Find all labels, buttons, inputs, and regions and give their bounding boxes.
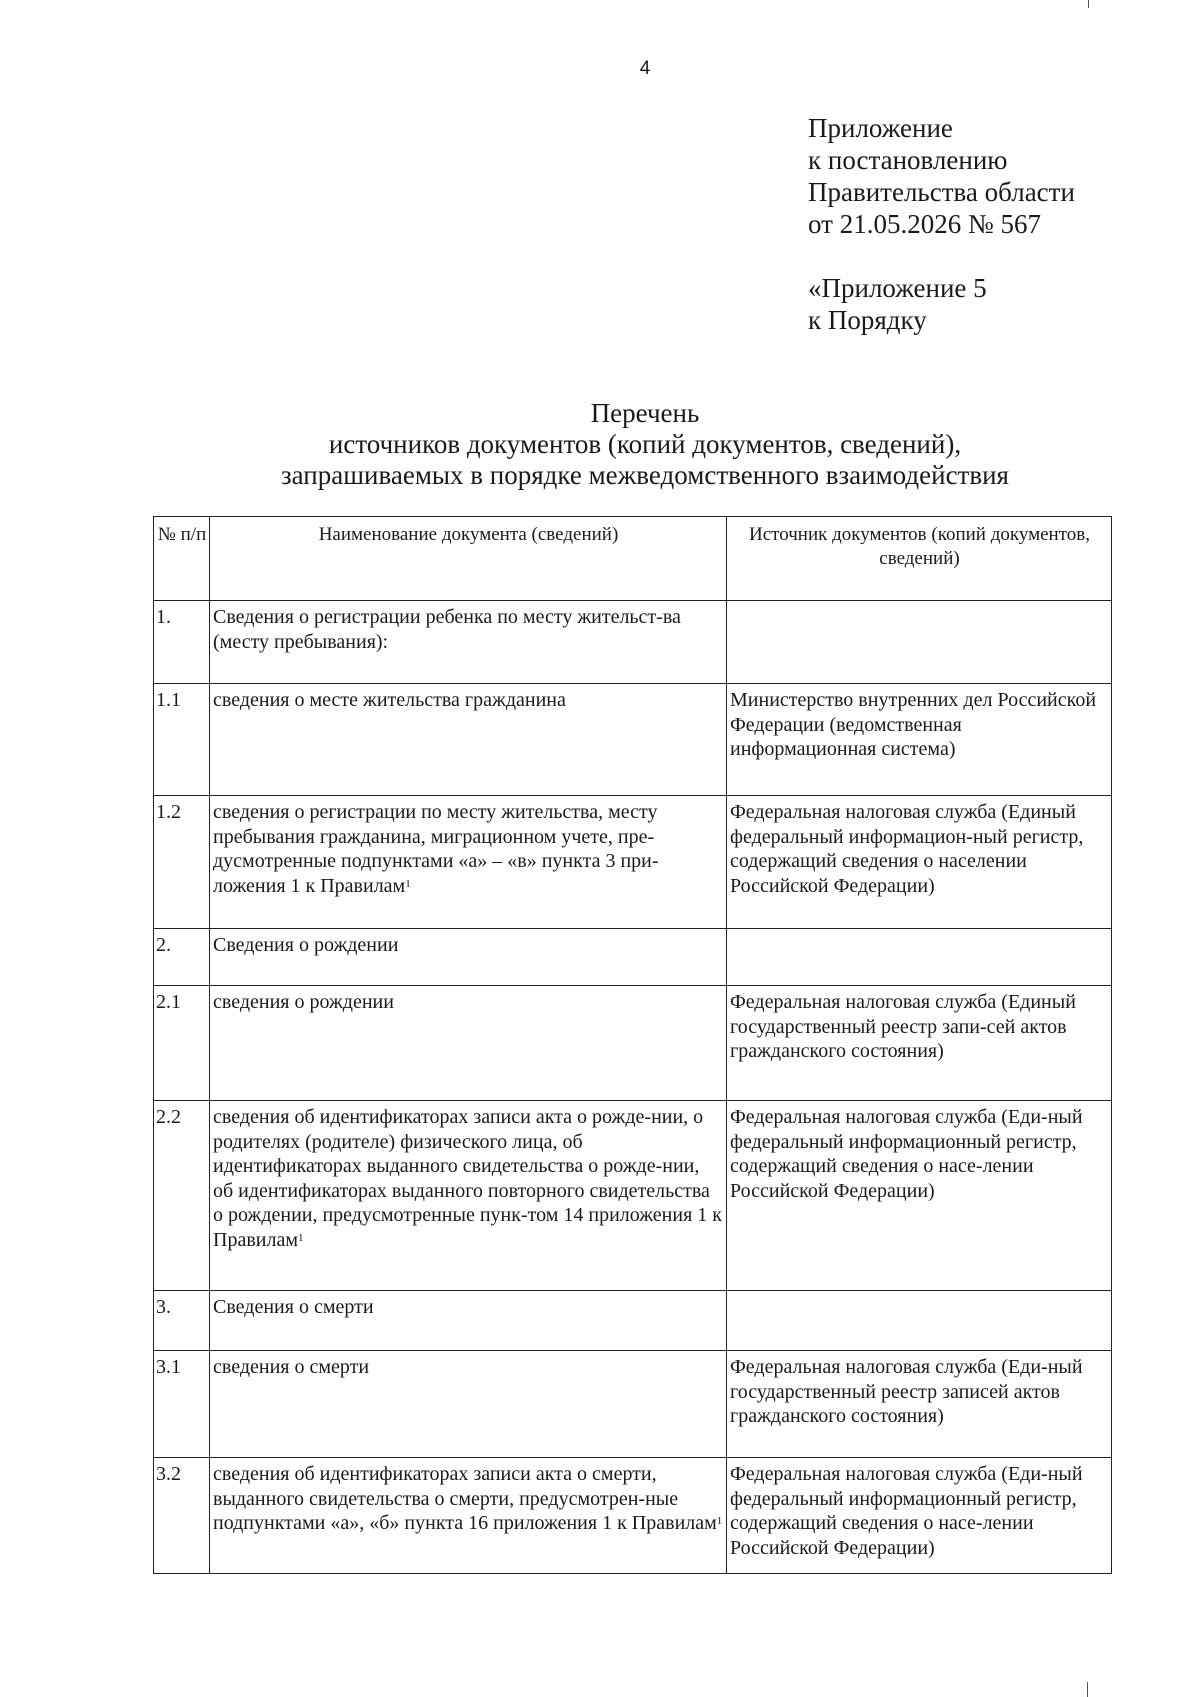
row-number: 3. <box>154 1291 210 1351</box>
row-number: 3.2 <box>154 1458 210 1574</box>
header-num: № п/п <box>154 517 210 601</box>
footnote-marker: 1 <box>716 1515 723 1527</box>
row-document-name <box>210 1101 727 1291</box>
appendix-sub-line: к Порядку <box>808 305 927 335</box>
appendix-line: от 21.05.2026 № 567 <box>808 209 1041 239</box>
row-document-name <box>210 601 727 684</box>
document-name-text: сведения об идентификаторах записи акта о смерти, выданного свидетельства о смерти, предусмотрен-ные подпунктами «а», «б» пункта 16 приложения 1 к Правилам <box>213 1463 717 1534</box>
title-line: Перечень <box>590 398 700 428</box>
appendix-line: Приложение <box>808 113 953 143</box>
scan-edge-mark <box>1087 1682 1088 1697</box>
row-number: 2. <box>154 929 210 986</box>
scan-edge-mark <box>1088 0 1089 8</box>
table-row <box>154 1101 1112 1291</box>
document-name-text: Сведения о смерти <box>213 1296 374 1318</box>
row-source: Федеральная налоговая служба (Единый государственный реестр запи-сей актов гражданского состояния) <box>727 986 1112 1101</box>
row-document-name <box>210 929 727 986</box>
row-source: Федеральная налоговая служба (Еди-ный федеральный информационный регистр, содержащий сведения о насе-лении Российской Федерации) <box>727 1458 1112 1574</box>
row-document-name <box>210 684 727 796</box>
row-number: 1.2 <box>154 796 210 929</box>
sources-table <box>153 516 1112 1574</box>
title-line: запрашиваемых в порядке межведомственного взаимодействия <box>281 460 1009 490</box>
table-row <box>154 684 1112 796</box>
header-name: Наименование документа (сведений) <box>210 517 727 601</box>
table-row <box>154 986 1112 1101</box>
table-row <box>154 1291 1112 1351</box>
row-source <box>727 601 1112 684</box>
document-title <box>150 398 1140 491</box>
row-document-name <box>210 1351 727 1458</box>
document-name-text: сведения о месте жительства гражданина <box>213 689 566 711</box>
row-document-name <box>210 796 727 929</box>
row-number: 2.1 <box>154 986 210 1101</box>
row-source: Федеральная налоговая служба (Еди-ный федеральный информационный регистр, содержащий сведения о насе-лении Российской Федерации) <box>727 1101 1112 1291</box>
table-row <box>154 601 1112 684</box>
document-name-text: сведения об идентификаторах записи акта о рожде-нии, о родителях (родителе) физического лица, об идентификаторах выданного свидетельства о рожде-нии, об идентификаторах выданного повторного свидетельства о рождении, предусмотренные пунк-том 14 приложения 1 к Правилам <box>213 1106 723 1251</box>
document-name-text: сведения о регистрации по месту жительства, месту пребывания гражданина, миграционном учете, пре-дусмотренные подпунктами «а» – «в» пункта 3 при-ложения 1 к Правилам <box>213 801 659 897</box>
appendix-header <box>808 112 1075 336</box>
table-header-row <box>154 517 1112 601</box>
row-number: 1.1 <box>154 684 210 796</box>
table-row <box>154 796 1112 929</box>
document-name-text: сведения о смерти <box>213 1356 370 1378</box>
document-name-text: Сведения о рождении <box>213 934 399 956</box>
footnote-marker: 1 <box>297 1231 304 1244</box>
row-source <box>727 1291 1112 1351</box>
document-name-text: Сведения о регистрации ребенка по месту жительст-ва (месту пребывания): <box>213 606 681 653</box>
title-line: источников документов (копий документов, сведений), <box>328 429 962 459</box>
appendix-line: к постановлению <box>808 145 1008 175</box>
row-document-name <box>210 1291 727 1351</box>
page-number: 4 <box>639 58 651 79</box>
table-row <box>154 1458 1112 1574</box>
header-source: Источник документов (копий документов, сведений) <box>727 517 1112 601</box>
row-number: 3.1 <box>154 1351 210 1458</box>
appendix-sub-line: «Приложение 5 <box>808 273 987 303</box>
footnote-marker: 1 <box>405 877 411 890</box>
row-document-name <box>210 1458 727 1574</box>
row-source: Федеральная налоговая служба (Еди-ный государственный реестр записей актов гражданского состояния) <box>727 1351 1112 1458</box>
row-source: Федеральная налоговая служба (Единый федеральный информацион-ный регистр, содержащий сведения о населении Российской Федерации) <box>727 796 1112 929</box>
row-source <box>727 929 1112 986</box>
table-row <box>154 1351 1112 1458</box>
table-row <box>154 929 1112 986</box>
row-source: Министерство внутренних дел Российской Федерации (ведомственная информационная система) <box>727 684 1112 796</box>
appendix-line: Правительства области <box>808 177 1075 207</box>
row-document-name <box>210 986 727 1101</box>
row-number: 2.2 <box>154 1101 210 1291</box>
row-number: 1. <box>154 601 210 684</box>
document-name-text: сведения о рождении <box>213 991 394 1013</box>
